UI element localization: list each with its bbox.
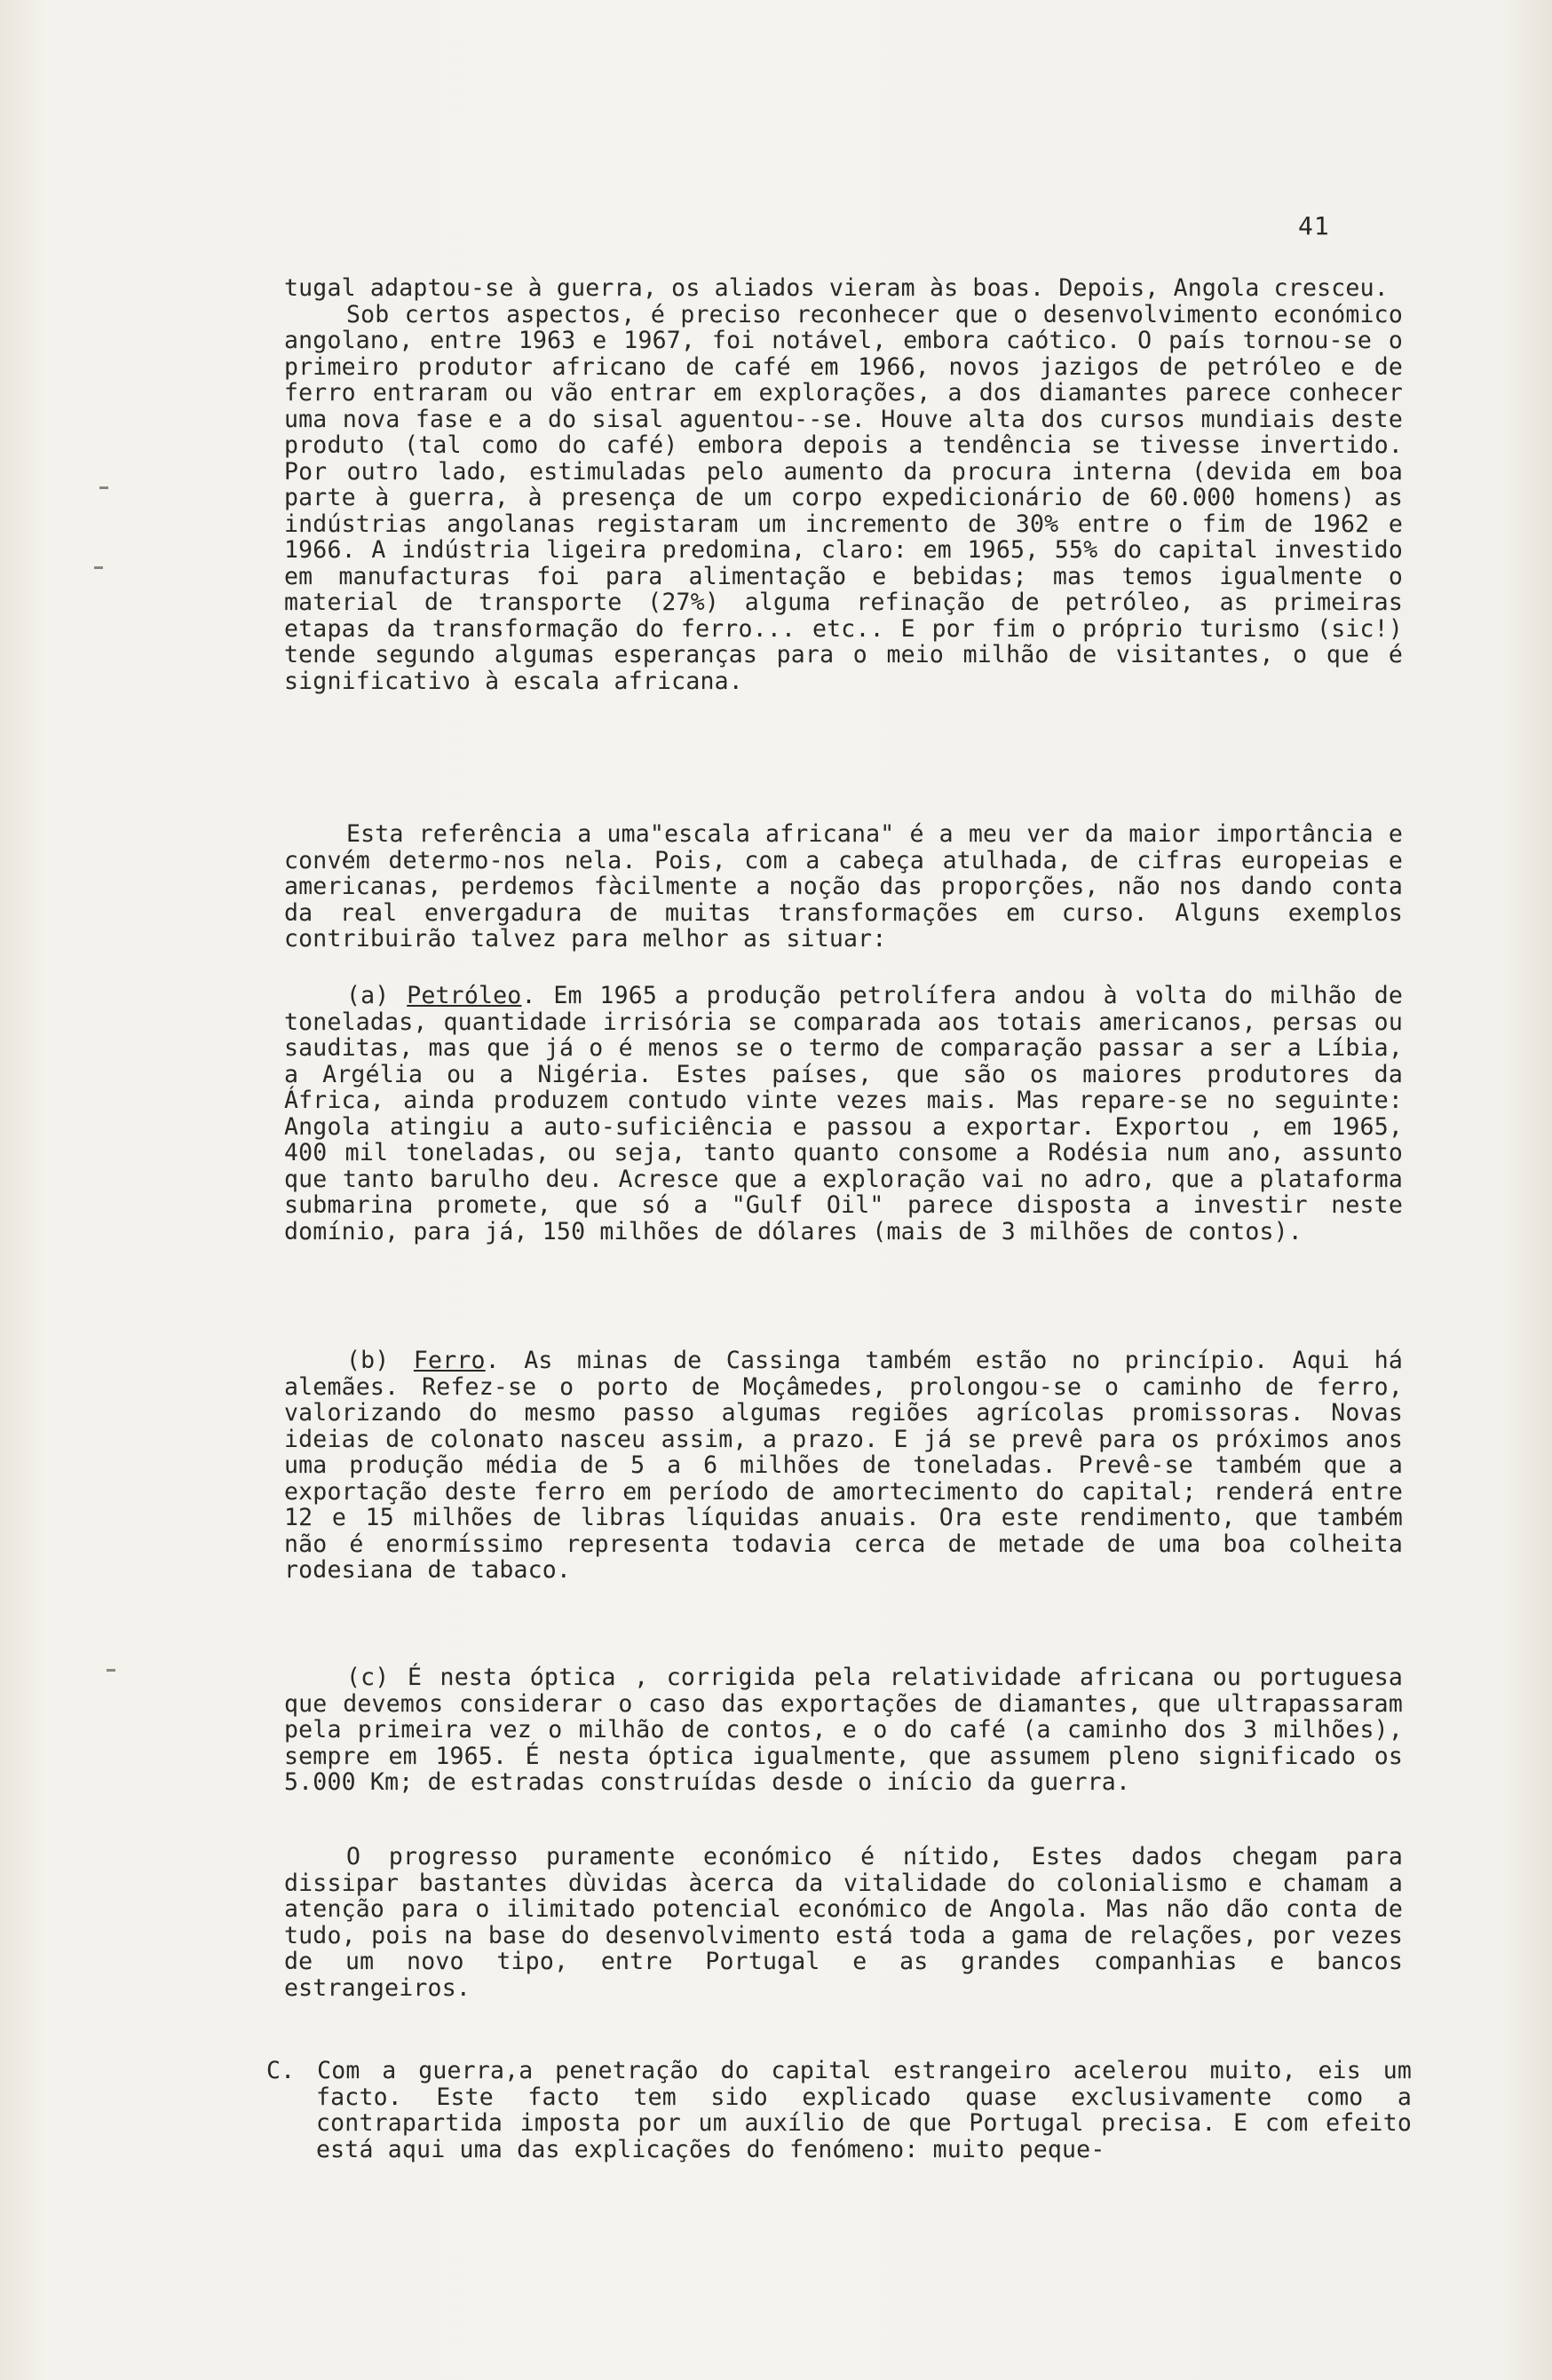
item-title: Ferro [413,1347,486,1374]
paragraph-escala: Esta referência a uma"escala africana" é a meu ver da maior importância e convém determo-nos nela. Pois, com a cabeça atulhada, de cifras europeias e americanas, perdemos fàcilmente a noção das proporções, não nos dando conta da real envergadura de muitas transformações em curso. Alguns exemplos contribuirão talvez para melhor as situar: [284,820,1403,953]
item-marker: (c) [346,1664,390,1691]
margin-mark [107,1669,115,1672]
margin-mark [99,486,108,489]
margin-mark [94,566,103,569]
item-marker: (b) [346,1347,390,1374]
paragraph-intro: tugal adaptou-se à guerra, os aliados vieram às boas. Depois, Angola cresceu. [284,274,1389,302]
optica-section [284,1664,1403,1796]
paragraph-aspectos: Sob certos aspectos, é preciso reconhecer que o desenvolvimento económico angolano, entre 1963 e 1967, foi notável, embora caótico. O país tornou-se o primeiro produtor africano de café em 1966, novos jazigos de petróleo e de ferro entraram ou vão entrar em explorações, a dos diamantes parece conhecer uma nova fase e a do sisal aguentou--se. Houve alta dos cursos mundiais deste produto (tal como do café) embora depois a tendência se tivesse invertido. Por outro lado, estimuladas pelo aumento da procura interna (devida em boa parte à guerra, à presença de um corpo expedicionário de 60.000 homens) as indústrias angolanas registaram um incremento de 30% entre o fim de 1962 e 1966. A indústria ligeira predomina, claro: em 1965, 55% do capital investido em manufacturas foi para alimentação e bebidas; mas temos igualmente o material de transporte (27%) alguma refinação de petróleo, as primeiras etapas da transformação do ferro... etc.. E por fim o próprio turismo (sic!) tende segundo algumas esperanças para o meio milhão de visitantes, o que é significativo à escala africana. [284,300,1403,695]
paragraph-progresso: O progresso puramente económico é nítido, Estes dados chegam para dissipar bastantes dùvidas àcerca da vitalidade do colonialismo e chamam a atenção para o ilimitado potencial económico de Angola. Mas não dão conta de tudo, pois na base do desenvolvimento está toda a gama de relações, por vezes de um novo tipo, entre Portugal e as grandes companhias e bancos estrangeiros. [284,1843,1403,2002]
section-marker: C. [266,2057,296,2084]
paragraph-ferro [284,1348,1403,1584]
escala-section [284,821,1403,953]
paragraph-c [266,2058,1412,2163]
section-body: Com a guerra,a penetração do capital estrangeiro acelerou muito, eis um facto. Este facto tem sido explicado quase exclusivamente como a contrapartida imposta por um auxílio de que Portugal precisa. E com efeito está aqui uma das explicações do fenómeno: muito peque- [316,2057,1413,2163]
progresso-section [284,1844,1403,2001]
item-marker: (a) [346,982,390,1009]
petroleo-section [284,983,1403,1245]
section-c [266,2058,1412,2163]
intro-section [284,275,1403,694]
paragraph-optica [284,1664,1403,1796]
item-body: . Em 1965 a produção petrolífera andou à volta do milhão de toneladas, quantidade irrisória se comparada aos totais americanos, persas ou sauditas, mas que já o é menos se o termo de comparação passar a ser a Líbia, a Argélia ou a Nigéria. Estes países, que são os maiores produtores da África, ainda produzem contudo vinte vezes mais. Mas repare-se no seguinte: Angola atingiu a auto-suficiência e passou a exportar. Exportou , em 1965, 400 mil toneladas, ou seja, tanto quanto consome a Rodésia num ano, assunto que tanto barulho deu. Acresce que a exploração vai no adro, que a plataforma submarina promete, que só a "Gulf Oil" parece disposta a investir neste domínio, para já, 150 milhões de dólares (mais de 3 milhões de contos). [284,982,1404,1245]
item-body: . As minas de Cassinga também estão no princípio. Aqui há alemães. Refez-se o porto de Moçâmedes, prolongou-se o caminho de ferro, valorizando do mesmo passo algumas regiões agrícolas promissoras. Novas ideias de colonato nasceu assim, a prazo. E já se prevê para os próximos anos uma produção média de 5 a 6 milhões de toneladas. Prevê-se também que a exportação deste ferro em período de amortecimento do capital; renderá entre 12 e 15 milhões de libras líquidas anuais. Ora este rendimento, que também não é enormíssimo representa todavia cerca de metade de uma boa colheita rodesiana de tabaco. [284,1347,1403,1584]
page-number: 41 [1298,211,1330,241]
paragraph-petroleo [284,983,1403,1245]
item-body: É nesta óptica , corrigida pela relatividade africana ou portuguesa que devemos considerar o caso das exportações de diamantes, que ultrapassaram pela primeira vez o milhão de contos, e o do café (a caminho dos 3 milhões), sempre em 1965. É nesta óptica igualmente, que assumem pleno significado os 5.000 Km; de estradas construídas desde o início da guerra. [284,1664,1404,1796]
ferro-section [284,1348,1403,1584]
item-title: Petróleo [407,982,522,1009]
